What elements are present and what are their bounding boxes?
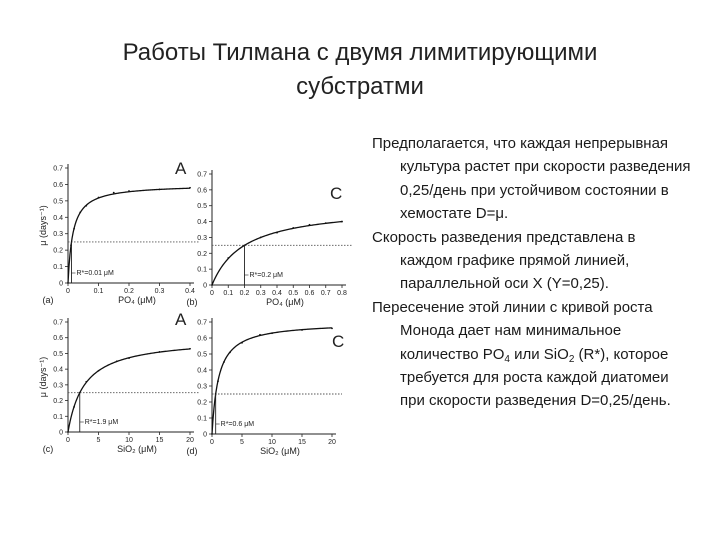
chart-1-data-point <box>211 284 213 286</box>
chart-3-rstar-label: R*=0.6 μM <box>220 421 255 428</box>
chart-2-data-point <box>67 431 69 433</box>
description-text <box>372 132 692 413</box>
chart-2-rstar-label: R*=1.9 μM <box>84 419 119 426</box>
chart-0-data-point <box>67 282 69 284</box>
chart-1-data-point <box>309 224 311 226</box>
chart-1-data-point <box>292 227 294 229</box>
paragraph-3-part-1: Пересечение этой линии с кривой роста Монода дает нам минимальное количество PO <box>372 298 653 363</box>
chart-0-data-point <box>79 211 81 213</box>
chart-0-ytick-label: 0.3 <box>53 231 63 239</box>
chart-1-xtick-label: 0.6 <box>304 290 315 297</box>
chart-1-ytick-label: 0.4 <box>197 219 207 227</box>
chart-1-xtick-label: 0.4 <box>272 290 282 297</box>
chart-1-xtick-label: 0.5 <box>288 290 299 297</box>
chart-3-data-point <box>217 380 219 382</box>
species-label-a-top: A <box>175 159 187 178</box>
chart-1-ytick-label: 0.1 <box>197 266 207 274</box>
chart-2-panel-label: (c) <box>42 444 54 454</box>
paragraph-3-part-3: (R*), которое требуется для роста каждой диатомеи при скорости разведения D=0,25/день. <box>400 345 671 410</box>
species-label-c-top: C <box>330 184 343 203</box>
chart-3-data-point <box>271 332 273 334</box>
chart-3-xtick-label: 10 <box>268 439 276 446</box>
chart-0-ytick-label: 0.1 <box>53 264 63 272</box>
chart-3-ytick-label: 0.4 <box>197 367 207 375</box>
chart-1-xtick-label: 0.7 <box>320 290 331 297</box>
po4-subscript: 4 <box>504 353 510 365</box>
chart-1-xtick-label: 0.3 <box>255 290 266 297</box>
chart-0-rstar-label: R*=0.01 μM <box>76 270 114 277</box>
chart-2-xtick-label: 20 <box>186 437 194 444</box>
chart-2-xtick-label: 0 <box>66 437 70 444</box>
chart-3-ytick-label: 0.2 <box>197 399 207 407</box>
chart-3-data-point <box>211 433 213 435</box>
chart-2-ytick-label: 0.6 <box>53 335 63 343</box>
chart-0-data-point <box>113 192 115 194</box>
paragraph-assumption <box>372 132 692 226</box>
paragraph-intersection <box>372 296 692 413</box>
chart-0-data-point <box>98 197 100 199</box>
chart-0-ytick-label: 0 <box>59 280 63 288</box>
chart-3-data-point <box>241 342 243 344</box>
chart-2-xtick-label: 15 <box>155 437 164 444</box>
chart-0-xtick-label: 0.2 <box>124 288 134 295</box>
chart-2-ytick-label: 0.2 <box>53 398 63 406</box>
sio2-subscript: 2 <box>568 353 575 365</box>
chart-2-data-point <box>85 381 87 383</box>
species-label-a-bottom: A <box>175 310 187 329</box>
chart-2-ylabel: μ (days⁻¹) <box>38 356 48 398</box>
chart-2-ytick-label: 0.7 <box>53 319 63 327</box>
chart-1-ytick-label: 0.5 <box>197 203 207 211</box>
chart-1-data-point <box>341 221 343 223</box>
chart-3-ytick-label: 0 <box>203 431 207 439</box>
paragraph-3-part-2: или SiO <box>509 345 569 363</box>
paragraph-dilution: Скорость разведения представлена в каждом графике прямой линией, параллельной оси X (Y=0,25). <box>372 228 636 293</box>
chart-2-xtick-label: 5 <box>96 437 101 444</box>
chart-2-xtick-label: 10 <box>125 437 133 444</box>
chart-3-xtick-label: 20 <box>328 439 336 446</box>
chart-0-data-point <box>189 187 191 189</box>
chart-1-xtick-label: 0.8 <box>337 290 347 297</box>
chart-0-data-point <box>128 190 130 192</box>
chart-0-data-point <box>159 188 161 190</box>
chart-2-ytick-label: 0 <box>59 429 63 437</box>
chart-2-data-point <box>116 360 118 362</box>
chart-1-ytick-label: 0.6 <box>197 187 207 195</box>
chart-2-ytick-label: 0.5 <box>53 350 63 358</box>
chart-1-rstar-label: R*=0.2 μM <box>249 272 283 279</box>
title-line-1: Работы Тилмана с двумя лимитирующими <box>122 39 598 66</box>
chart-0-ytick-label: 0.7 <box>53 165 63 173</box>
chart-0-xtick-label: 0.4 <box>185 288 195 295</box>
chart-2-ytick-label: 0.3 <box>53 382 63 390</box>
chart-0-xtick-label: 0 <box>66 288 70 295</box>
chart-3-ytick-label: 0.1 <box>197 415 207 423</box>
chart-0-data-point <box>85 205 87 207</box>
chart-0-ylabel: μ (days⁻¹) <box>38 205 48 246</box>
chart-3-data-point <box>259 334 261 336</box>
chart-0-ytick-label: 0.5 <box>53 198 63 206</box>
chart-0-xtick-label: 0.1 <box>93 288 104 295</box>
chart-0-xtick-label: 0.3 <box>154 288 165 295</box>
chart-0-ytick-label: 0.4 <box>53 214 63 222</box>
title-line-2: субстратми <box>296 73 424 100</box>
chart-1-xtick-label: 0.2 <box>239 290 250 297</box>
chart-3-ytick-label: 0.7 <box>197 319 207 327</box>
paragraph-1-end: . <box>504 205 509 223</box>
chart-0-xlabel: PO₄ (μM) <box>118 295 156 305</box>
chart-3-xlabel: SiO₂ (μM) <box>260 446 300 456</box>
chart-1-ytick-label: 0.2 <box>197 250 207 258</box>
chart-2-data-point <box>189 348 191 350</box>
chart-0-monod-curve <box>68 188 190 283</box>
chart-1-xtick-label: 0.1 <box>223 290 234 297</box>
chart-1-data-point <box>325 222 327 224</box>
paragraph-1-text: Предполагается, что каждая непрерывная культура растет при скорости разведения 0,25/день при устойчивом состоянии в хемостате D= <box>372 135 691 223</box>
chart-1-xlabel: PO₄ (μM) <box>266 297 304 307</box>
chart-3-ytick-label: 0.5 <box>197 351 207 359</box>
chart-3-xtick-label: 5 <box>240 439 244 446</box>
chart-2-xlabel: SiO₂ (μM) <box>117 444 157 454</box>
species-label-c-bottom: C <box>332 332 345 351</box>
chart-3-panel-label: (d) <box>186 446 198 456</box>
chart-1-ytick-label: 0.7 <box>197 171 207 179</box>
chart-1-ytick-label: 0.3 <box>197 234 207 242</box>
chart-3-data-point <box>301 329 303 331</box>
chart-0-panel-label: (a) <box>42 295 54 305</box>
chart-0-data-point <box>73 228 75 230</box>
chart-0-ytick-label: 0.2 <box>53 247 63 255</box>
chart-1-xtick-label: 0 <box>210 290 214 297</box>
chart-1-data-point <box>276 232 278 234</box>
chart-1-panel-label: (b) <box>186 297 198 307</box>
chart-3-ytick-label: 0.6 <box>197 335 207 343</box>
chart-3-data-point <box>223 361 225 363</box>
chart-2-data-point <box>128 357 130 359</box>
chart-2-ytick-label: 0.4 <box>53 366 63 374</box>
chart-1-data-point <box>260 237 262 239</box>
chart-2-data-point <box>73 406 75 408</box>
chart-3-xtick-label: 15 <box>298 439 306 446</box>
mu-symbol: μ <box>495 205 505 223</box>
chart-3-xtick-label: 0 <box>210 439 214 446</box>
chart-3-ytick-label: 0.3 <box>197 383 207 391</box>
chart-0-ytick-label: 0.6 <box>53 181 63 189</box>
chart-2-ytick-label: 0.1 <box>53 413 63 421</box>
chart-1-data-point <box>227 257 229 259</box>
chart-2-data-point <box>159 351 161 353</box>
chart-3-data-point <box>331 328 333 330</box>
chart-2-data-point <box>98 370 100 372</box>
chart-3-monod-curve <box>212 328 332 434</box>
chart-3-data-point <box>229 352 231 354</box>
chart-1-ytick-label: 0 <box>203 282 207 290</box>
